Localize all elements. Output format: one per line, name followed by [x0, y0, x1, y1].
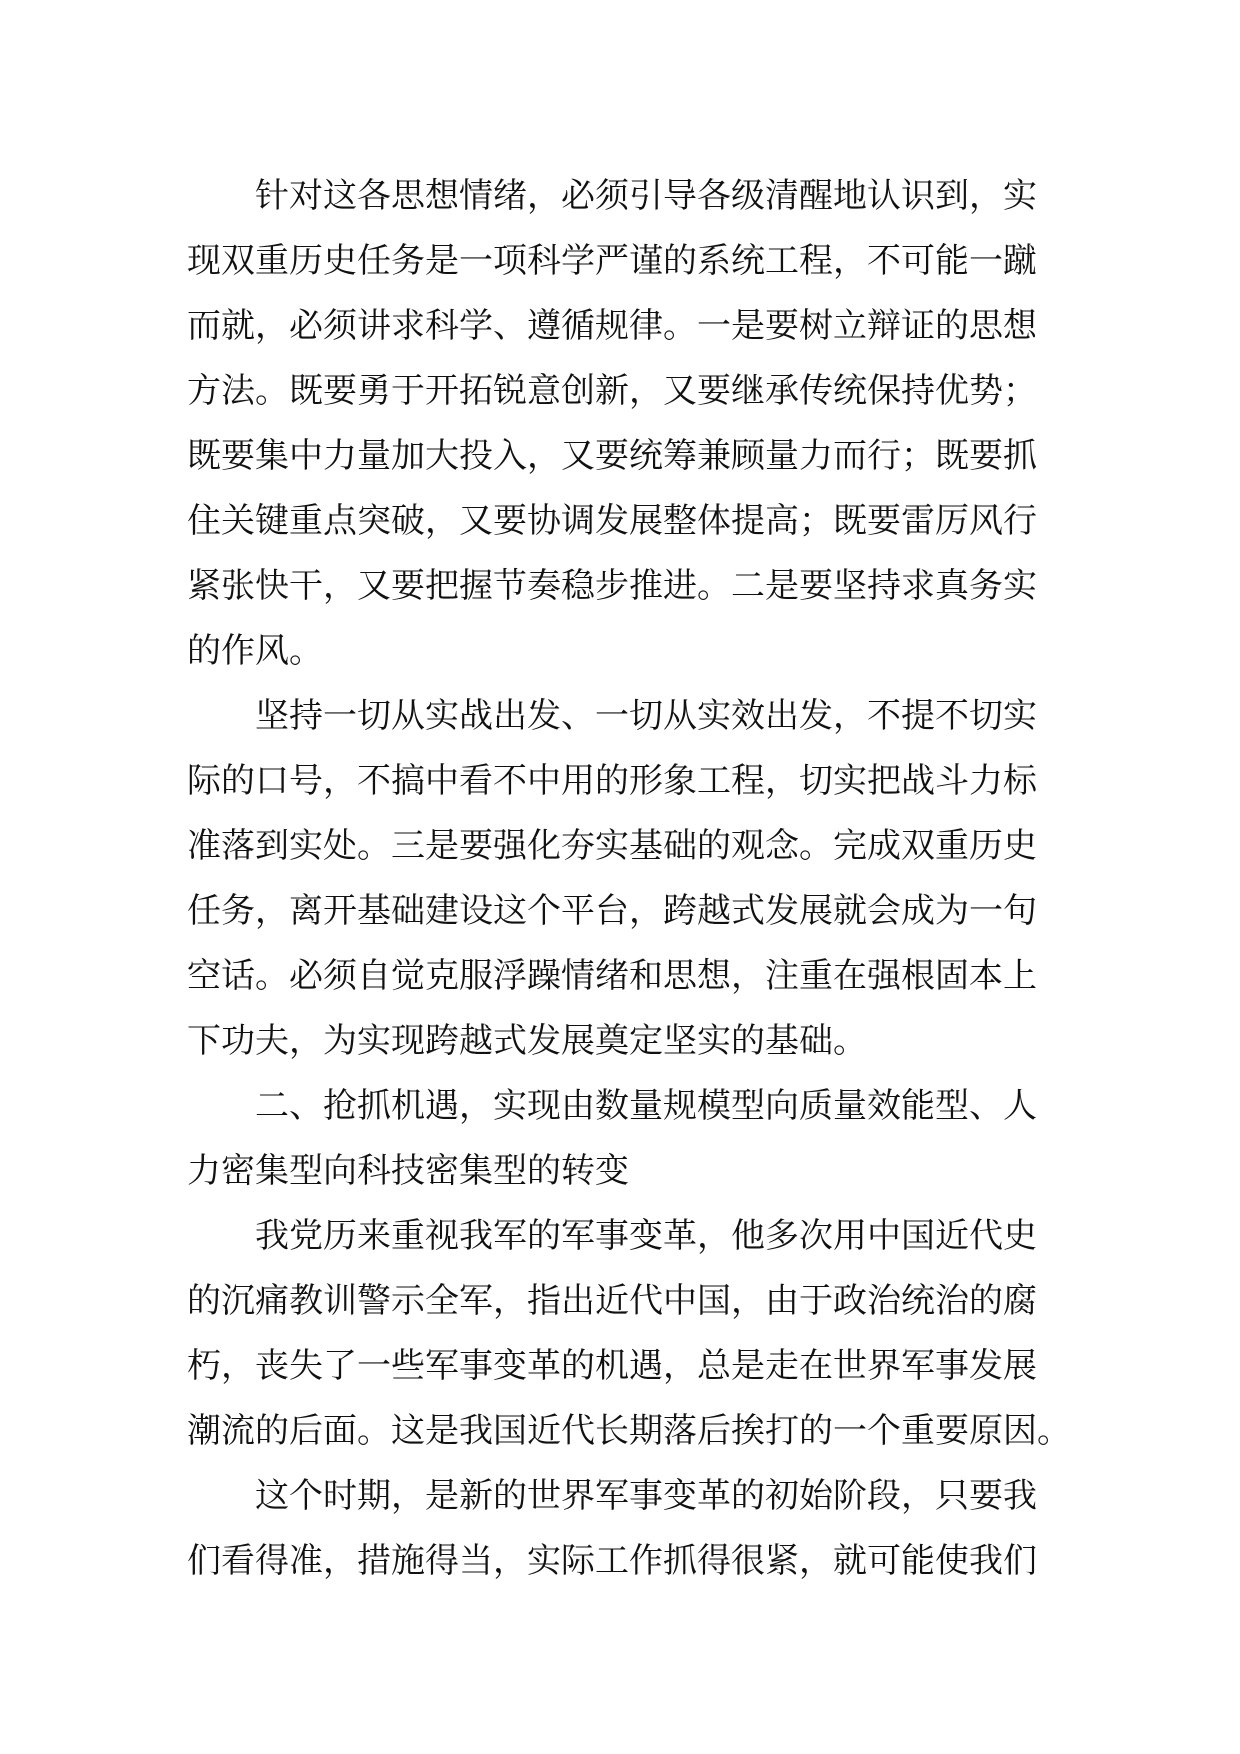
- text-line: 针对这各思想情绪，必须引导各级清醒地认识到，实: [255, 176, 1037, 216]
- text-line: 我党历来重视我军的军事变革，他多次用中国近代史: [255, 1216, 1037, 1256]
- text-line: 方法。既要勇于开拓锐意创新，又要继承传统保持优势；: [187, 371, 1037, 411]
- text-line: 住关键重点突破，又要协调发展整体提高；既要雷厉风行: [187, 501, 1037, 541]
- text-line: 们看得准，措施得当，实际工作抓得很紧，就可能使我们: [187, 1541, 1037, 1581]
- text-line: 紧张快干，又要把握节奏稳步推进。二是要坚持求真务实: [187, 566, 1037, 606]
- section-heading: [187, 1074, 1057, 1204]
- text-line: 空话。必须自觉克服浮躁情绪和思想，注重在强根固本上: [187, 956, 1037, 996]
- text-line: 任务，离开基础建设这个平台，跨越式发展就会成为一句: [187, 891, 1037, 931]
- text-line: 下功夫，为实现跨越式发展奠定坚实的基础。: [187, 1021, 867, 1061]
- text-line: 现双重历史任务是一项科学严谨的系统工程，不可能一蹴: [187, 241, 1037, 281]
- text-line: 坚持一切从实战出发、一切从实效出发，不提不切实: [255, 696, 1037, 736]
- paragraph-3: [187, 1204, 1071, 1464]
- text-line: 潮流的后面。这是我国近代长期落后挨打的一个重要原因。: [187, 1411, 1071, 1451]
- text-line: 际的口号，不搞中看不中用的形象工程，切实把战斗力标: [187, 761, 1037, 801]
- text-line: 的作风。: [187, 631, 323, 671]
- text-line: 既要集中力量加大投入，又要统筹兼顾量力而行；既要抓: [187, 436, 1037, 476]
- paragraph-2: [187, 684, 1057, 1074]
- paragraph-4: [187, 1464, 1057, 1594]
- heading-line: 力密集型向科技密集型的转变: [187, 1151, 629, 1191]
- text-line: 的沉痛教训警示全军，指出近代中国，由于政治统治的腐: [187, 1281, 1037, 1321]
- text-line: 准落到实处。三是要强化夯实基础的观念。完成双重历史: [187, 826, 1037, 866]
- text-line: 朽，丧失了一些军事变革的机遇，总是走在世界军事发展: [187, 1346, 1037, 1386]
- document-body: [187, 164, 1071, 1594]
- heading-line: 二、抢抓机遇，实现由数量规模型向质量效能型、人: [255, 1086, 1037, 1126]
- text-line: 这个时期，是新的世界军事变革的初始阶段，只要我: [255, 1476, 1037, 1516]
- paragraph-1: [187, 164, 1057, 684]
- text-line: 而就，必须讲求科学、遵循规律。一是要树立辩证的思想: [187, 306, 1037, 346]
